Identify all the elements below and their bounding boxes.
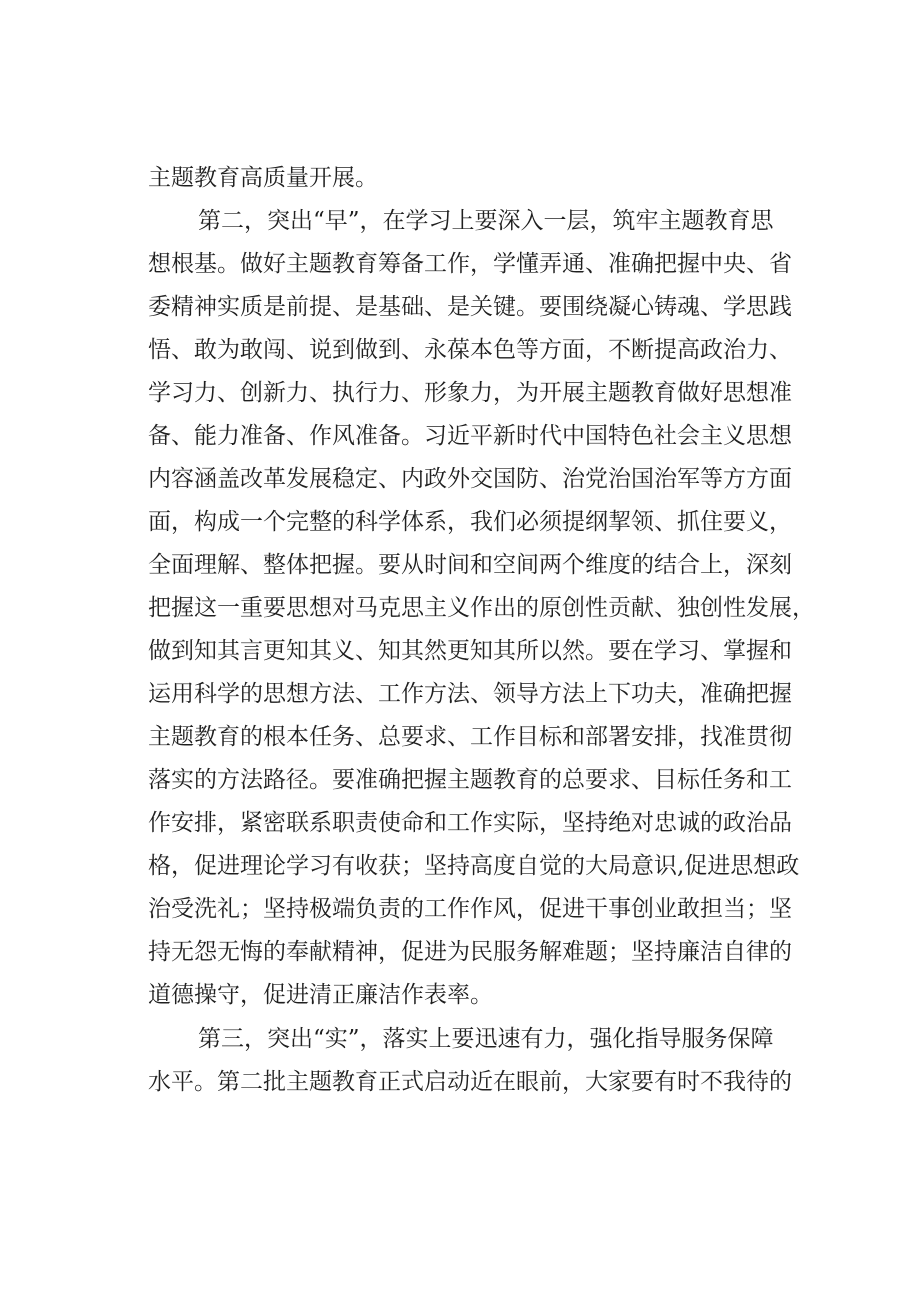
body-text-line: 运用科学的思想方法、工作方法、领导方法上下功夫，准确把握: [148, 681, 792, 707]
paragraph-heading-line: 第三，突出“实”，落实上要迅速有力，强化指导服务保障: [198, 1026, 774, 1052]
body-text-line: 内容涵盖改革发展稳定、内政外交国防、治党治国治军等方方面: [148, 466, 792, 492]
body-text-line: 落实的方法路径。要准确把握主题教育的总要求、目标任务和工: [148, 767, 792, 793]
body-text-line: 道德操守，促进清正廉洁作表率。: [148, 982, 493, 1008]
body-text-line: 主题教育的根本任务、总要求、工作目标和部署安排，找准贯彻: [148, 724, 792, 750]
body-text-line: 想根基。做好主题教育筹备工作，学懂弄通、准确把握中央、省: [148, 251, 792, 277]
paragraph-heading-line: 第二，突出“早”，在学习上要深入一层，筑牢主题教育思: [198, 208, 774, 234]
body-text-line: 做到知其言更知其义、知其然更知其所以然。要在学习、掌握和: [148, 638, 792, 664]
body-text-line: 全面理解、整体把握。要从时间和空间两个维度的结合上，深刻: [148, 552, 792, 578]
body-text-line: 面，构成一个完整的科学体系，我们必须提纲挈领、抓住要义，: [148, 509, 792, 535]
body-text-line: 持无怨无悔的奉献精神，促进为民服务解难题；坚持廉洁自律的: [148, 939, 792, 965]
body-text-line: 水平。第二批主题教育正式启动近在眼前，大家要有时不我待的: [148, 1069, 792, 1095]
body-text-line: 学习力、创新力、执行力、形象力，为开展主题教育做好思想准: [148, 380, 792, 406]
body-text-line: 治受洗礼；坚持极端负责的工作作风，促进干事创业敢担当；坚: [148, 896, 792, 922]
body-text-line: 作安排，紧密联系职责使命和工作实际，坚持绝对忠诚的政治品: [148, 810, 792, 836]
body-text-line: 备、能力准备、作风准备。习近平新时代中国特色社会主义思想: [148, 423, 792, 449]
body-text-line: 主题教育高质量开展。: [148, 165, 378, 191]
body-text-line: 把握这一重要思想对马克思主义作出的原创性贡献、独创性发展，: [148, 595, 815, 621]
body-text-line: 格，促进理论学习有收获；坚持高度自觉的大局意识,促进思想政: [148, 853, 800, 879]
body-text-line: 委精神实质是前提、是基础、是关键。要围绕凝心铸魂、学思践: [148, 294, 792, 320]
body-text-line: 悟、敢为敢闯、说到做到、永葆本色等方面，不断提高政治力、: [148, 337, 792, 363]
